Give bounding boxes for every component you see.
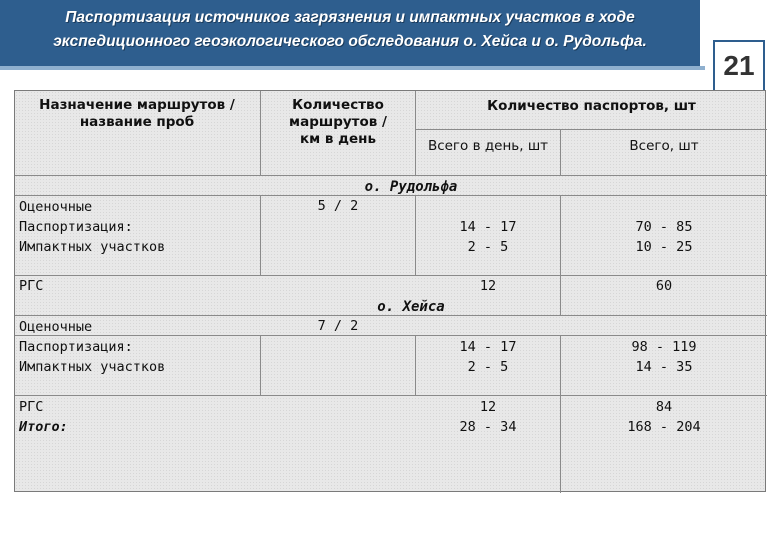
island-rudolf: о. Рудольфа [364, 179, 458, 195]
col-divider [260, 335, 261, 395]
routes-rudolf: 5 / 2 [317, 198, 359, 214]
total-label: Итого: [19, 419, 68, 435]
header-routes: Количество маршрутов / км в день [289, 97, 387, 147]
per-day-value: 14 - 17 2 - 5 [459, 219, 517, 255]
assessment-label: Оценочные Паспортизация: Импактных участков [19, 199, 166, 255]
header-total: Всего, шт [629, 138, 699, 154]
grand-total-per-day: 28 - 34 [459, 419, 517, 435]
per-day-value: 12 [479, 399, 497, 415]
total-value: 70 - 85 10 - 25 [635, 219, 693, 255]
total-value: 60 [655, 278, 673, 294]
assessment-label: Оценочные Паспортизация: Импактных участков [19, 319, 166, 375]
row-divider [15, 395, 767, 396]
header-passports: Количество паспортов, шт [487, 98, 696, 114]
header-accent-line [0, 66, 705, 70]
page-number: 21 [713, 40, 765, 92]
row-divider [15, 175, 767, 176]
per-day-value: 12 [479, 278, 497, 294]
routes-heiss: 7 / 2 [317, 318, 359, 334]
total-value: 84 [655, 399, 673, 415]
header-purpose: Назначение маршрутов / название проб [39, 97, 235, 130]
island-heiss: о. Хейса [377, 299, 445, 315]
row-divider [415, 129, 767, 130]
passport-table [14, 90, 766, 492]
rgs-label: РГС [19, 278, 44, 294]
rgs-label: РГС [19, 399, 44, 415]
total-value: 98 - 119 14 - 35 [631, 339, 697, 375]
header-per-day: Всего в день, шт [427, 138, 549, 154]
slide-title: Паспортизация источников загрязнения и импактных участков в ходе экспедиционного геоэкологического обследования о. Хейса и о. Рудольфа. [53, 9, 647, 50]
grand-total: 168 - 204 [627, 419, 701, 435]
per-day-value: 14 - 17 2 - 5 [459, 339, 517, 375]
